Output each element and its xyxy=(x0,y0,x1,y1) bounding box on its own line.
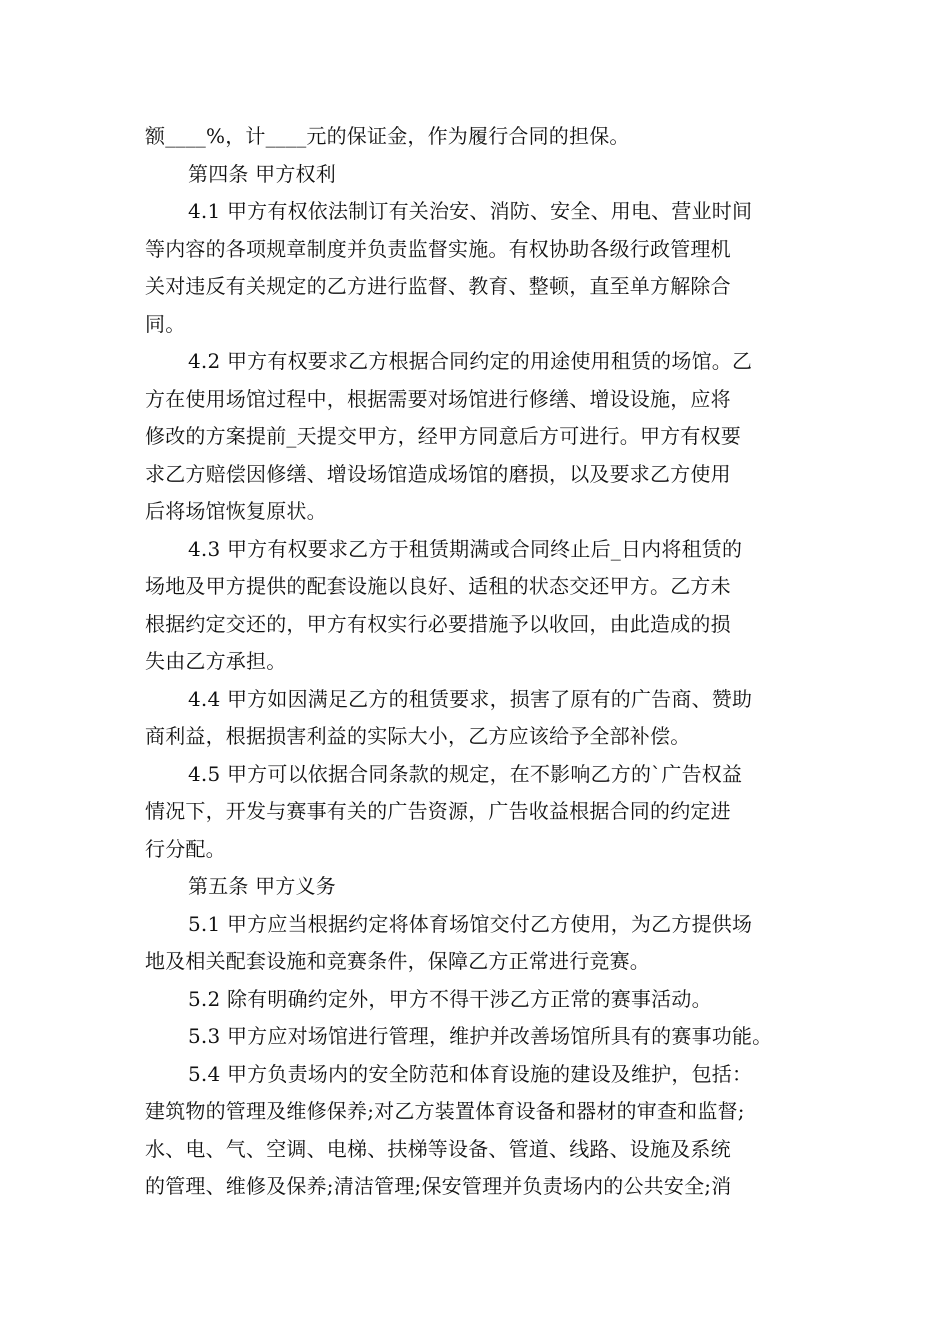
paragraph-first-line: 5.3 甲方应对场馆进行管理，维护并改善场馆所具有的赛事功能。 xyxy=(188,1024,773,1048)
paragraph-first-line: 5.4 甲方负责场内的安全防范和体育设施的建设及维护，包括： xyxy=(188,1061,753,1086)
paragraph-line: 额____%，计____元的保证金，作为履行合同的担保。 xyxy=(145,124,630,148)
paragraph-line: 情况下，开发与赛事有关的广告资源，广告收益根据合同的约定进 xyxy=(145,799,731,823)
paragraph-line: 建筑物的管理及维修保养;对乙方装置体育设备和器材的审查和监督; xyxy=(145,1099,745,1123)
paragraph-line: 修改的方案提前_天提交甲方，经甲方同意后方可进行。甲方有权要 xyxy=(145,424,741,448)
paragraph-first-line: 第四条 甲方权利 xyxy=(188,161,336,186)
paragraph-line: 地及相关配套设施和竞赛条件，保障乙方正常进行竞赛。 xyxy=(145,949,650,973)
paragraph-line: 行分配。 xyxy=(145,836,226,861)
paragraph-first-line: 4.3 甲方有权要求乙方于租赁期满或合同终止后_日内将租赁的 xyxy=(188,536,743,561)
paragraph-line: 根据约定交还的，甲方有权实行必要措施予以收回，由此造成的损 xyxy=(145,611,731,636)
paragraph-first-line: 4.1 甲方有权依法制订有关治安、消防、安全、用电、营业时间 xyxy=(188,199,753,223)
paragraph-line: 的管理、维修及保养;清洁管理;保安管理并负责场内的公共安全;消 xyxy=(145,1174,732,1198)
paragraph-first-line: 4.4 甲方如因满足乙方的租赁要求，损害了原有的广告商、赞助 xyxy=(188,686,753,711)
paragraph-line: 商利益，根据损害利益的实际大小，乙方应该给予全部补偿。 xyxy=(145,724,691,748)
paragraph-line: 关对违反有关规定的乙方进行监督、教育、整顿，直至单方解除合 xyxy=(145,274,731,298)
paragraph-first-line: 4.5 甲方可以依据合同条款的规定，在不影响乙方的`广告权益 xyxy=(188,761,743,786)
paragraph-line: 水、电、气、空调、电梯、扶梯等设备、管道、线路、设施及系统 xyxy=(145,1136,731,1161)
paragraph-line: 后将场馆恢复原状。 xyxy=(145,499,327,523)
paragraph-line: 场地及甲方提供的配套设施以良好、适租的状态交还甲方。乙方未 xyxy=(145,574,731,598)
paragraph-first-line: 第五条 甲方义务 xyxy=(188,874,336,898)
contract-text-body xyxy=(145,118,815,1206)
paragraph-line: 方在使用场馆过程中，根据需要对场馆进行修缮、增设设施，应将 xyxy=(145,386,731,411)
paragraph-line: 等内容的各项规章制度并负责监督实施。有权协助各级行政管理机 xyxy=(145,236,731,261)
paragraph-first-line: 5.2 除有明确约定外，甲方不得干涉乙方正常的赛事活动。 xyxy=(188,986,712,1011)
paragraph-first-line: 4.2 甲方有权要求乙方根据合同约定的用途使用租赁的场馆。乙 xyxy=(188,349,753,373)
paragraph-first-line: 5.1 甲方应当根据约定将体育场馆交付乙方使用，为乙方提供场 xyxy=(188,911,753,936)
paragraph-line: 失由乙方承担。 xyxy=(145,649,287,673)
paragraph-line: 求乙方赔偿因修缮、增设场馆造成场馆的磨损，以及要求乙方使用 xyxy=(145,461,731,486)
paragraph-line: 同。 xyxy=(145,311,186,336)
